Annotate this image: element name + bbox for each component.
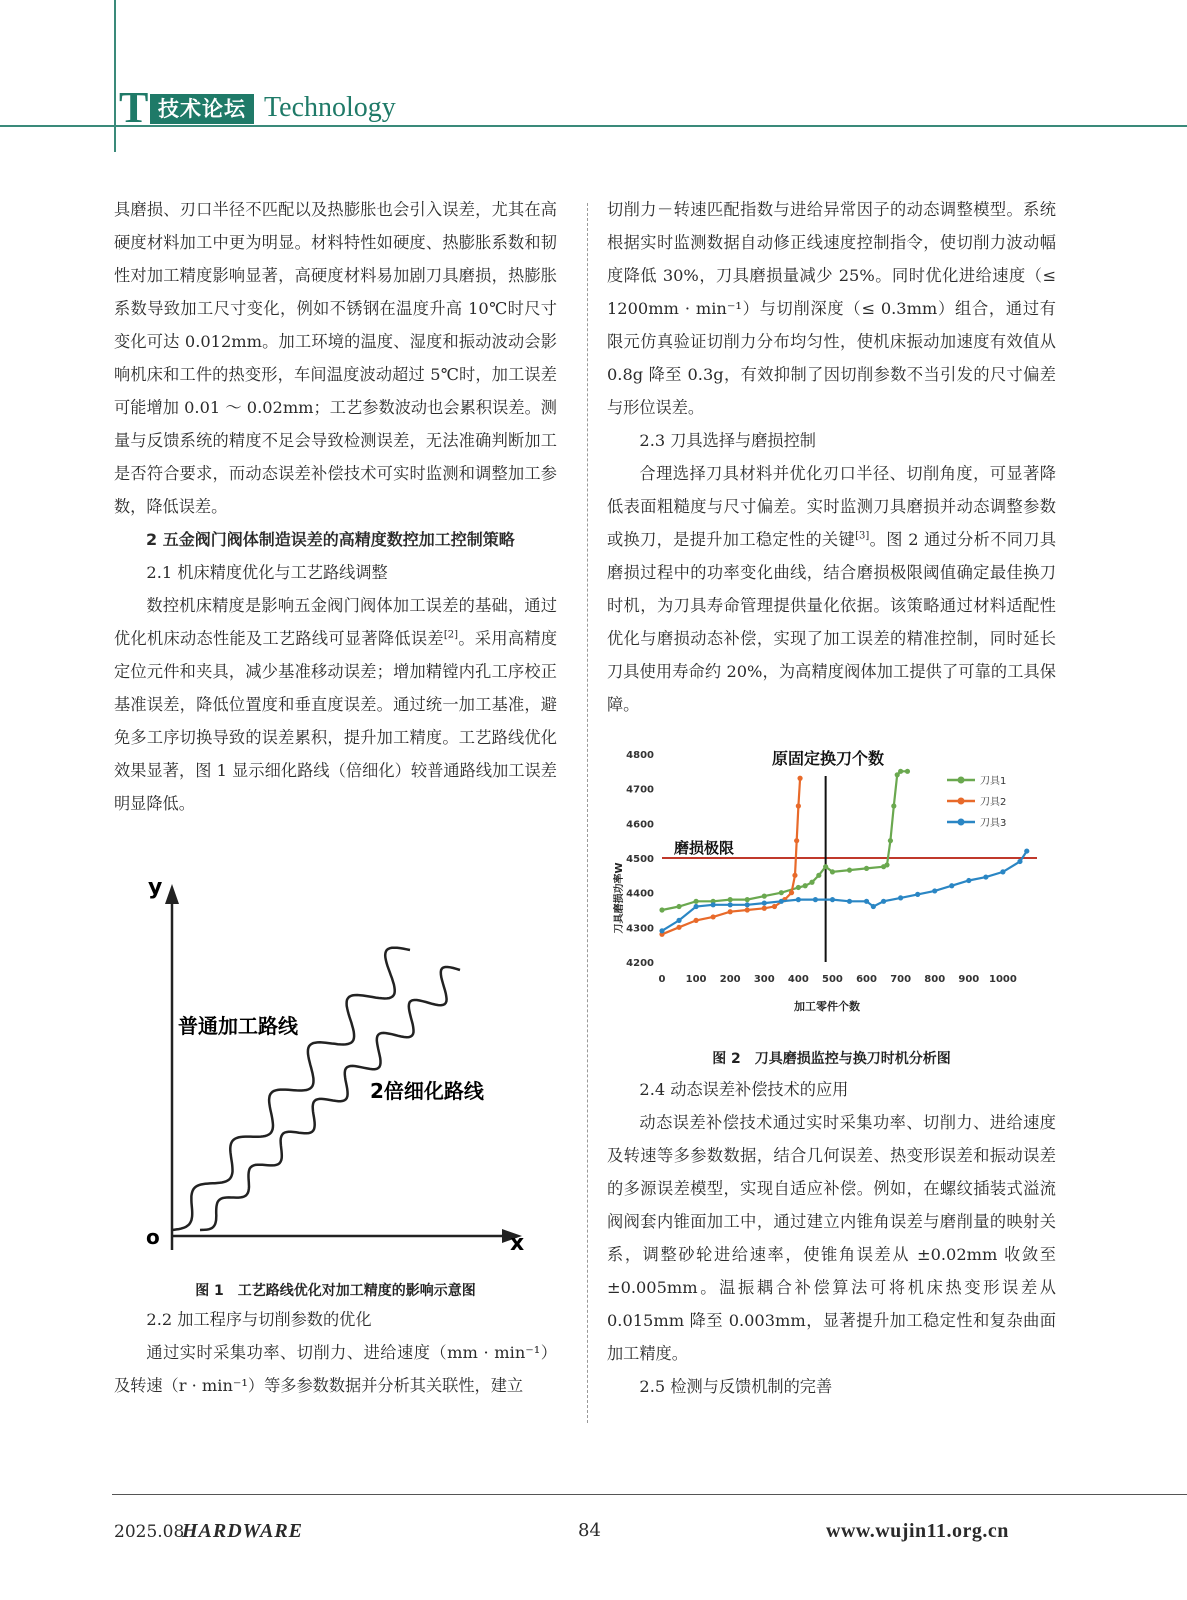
x-axis-title: 加工零件个数 bbox=[794, 1000, 860, 1013]
data-point bbox=[871, 904, 876, 909]
figure-2-caption: 图 2 刀具磨损监控与换刀时机分析图 bbox=[712, 1051, 951, 1067]
footer-page-number: 84 bbox=[578, 1520, 601, 1541]
right-column-top bbox=[607, 193, 1056, 721]
data-point bbox=[898, 895, 903, 900]
data-point bbox=[745, 897, 750, 902]
figure-2-chart bbox=[607, 748, 1057, 1038]
x-tick-label: 900 bbox=[958, 974, 980, 985]
header-section-cn: 技术论坛 bbox=[150, 94, 254, 124]
figure-1 bbox=[130, 870, 550, 1270]
paragraph: 动态误差补偿技术通过实时采集功率、切削力、进给速度及转速等多参数数据，结合几何误差、热变形误差和振动误差的多源误差模型，实现自适应补偿。例如，在螺纹插装式溢流阀阀套内锥面加工中，通过建立内锥角误差与磨削量的映射关系，调整砂轮进给速率，使锥角误差从 ±0.02mm 收敛至 ±0.005mm。温振耦合补偿算法可将机床热变形误差从 0.015mm 降至 0.003mm，显著提升加工稳定性和复杂曲面加工精度。 bbox=[607, 1113, 1056, 1363]
x-tick-label: 1000 bbox=[988, 974, 1017, 985]
data-point bbox=[796, 803, 801, 808]
citation-ref: [2] bbox=[443, 629, 459, 641]
subsection-heading: 2.5 检测与反馈机制的完善 bbox=[639, 1377, 833, 1396]
data-point bbox=[932, 888, 937, 893]
x-tick-label: 500 bbox=[822, 974, 843, 985]
data-point bbox=[881, 899, 886, 904]
wear-limit-label: 磨损极限 bbox=[674, 839, 735, 857]
footer-date: 2025.08 bbox=[114, 1522, 185, 1542]
data-point bbox=[816, 873, 821, 878]
data-point bbox=[803, 883, 808, 888]
subsection-heading: 2.1 机床精度优化与工艺路线调整 bbox=[146, 563, 388, 582]
data-point bbox=[915, 892, 920, 897]
subsection-heading: 2.3 刀具选择与磨损控制 bbox=[639, 431, 816, 450]
x-axis-label: x bbox=[510, 1231, 525, 1256]
y-tick-label: 4500 bbox=[626, 854, 654, 865]
data-point bbox=[728, 902, 733, 907]
data-point bbox=[693, 918, 698, 923]
y-tick-label: 4400 bbox=[626, 888, 654, 900]
data-point bbox=[983, 874, 988, 879]
y-tick-label: 4800 bbox=[626, 750, 654, 761]
data-point bbox=[847, 899, 852, 904]
data-point bbox=[830, 897, 835, 902]
paragraph: 数控机床精度是影响五金阀门阀体加工误差的基础，通过优化机床动态性能及工艺路线可显著降低误差[2]。采用高精度定位元件和夹具，减少基准移动误差；增加精镗内孔工序校正基准误差，降低位置度和垂直度误差。通过统一加工基准，避免多工序切换导致的误差累积，提升加工精度。工艺路线优化效果显著，图 1 显示细化路线（倍细化）较普通路线加工误差明显降低。 bbox=[114, 596, 558, 813]
header-section-en: Technology bbox=[264, 92, 396, 123]
data-point bbox=[789, 890, 794, 895]
data-point bbox=[796, 885, 801, 890]
data-point bbox=[728, 909, 733, 914]
data-point bbox=[898, 769, 903, 774]
data-point bbox=[659, 907, 664, 912]
data-point bbox=[1024, 848, 1029, 853]
subsection-heading: 2.4 动态误差补偿技术的应用 bbox=[639, 1080, 849, 1099]
legend-marker bbox=[958, 819, 965, 826]
x-tick-label: 700 bbox=[890, 974, 912, 985]
x-tick-label: 400 bbox=[787, 974, 809, 985]
data-point bbox=[966, 878, 971, 883]
data-point bbox=[864, 899, 869, 904]
right-column-bottom bbox=[607, 1073, 1056, 1403]
data-point bbox=[728, 897, 733, 902]
header-horizontal-rule bbox=[0, 125, 1187, 127]
y-axis-label: y bbox=[148, 875, 163, 900]
data-point bbox=[888, 838, 893, 843]
data-point bbox=[676, 904, 681, 909]
legend-label: 刀具3 bbox=[980, 818, 1007, 829]
data-point bbox=[905, 769, 910, 774]
column-divider bbox=[587, 203, 588, 1423]
data-point bbox=[813, 897, 818, 902]
data-point bbox=[711, 914, 716, 919]
footer-magazine: HARDWARE bbox=[182, 1520, 303, 1542]
y-axis-title: 刀具磨损功率W bbox=[614, 862, 625, 934]
paragraph: 切削力－转速匹配指数与进给异常因子的动态调整模型。系统根据实时监测数据自动修正线速度控制指令，使切削力波动幅度降低 30%，刀具磨损量减少 25%。同时优化进给速度（≤ 1200mm · min⁻¹）与切削深度（≤ 0.3mm）组合，通过有限元仿真验证切削力分布均匀性，使机床振动加速度有效值从 0.8g 降至 0.3g，有效抑制了因切削参数不当引发的尺寸偏差与形位误差。 bbox=[607, 200, 1056, 417]
data-point bbox=[796, 897, 801, 902]
fine-path-label: 2倍细化路线 bbox=[370, 1079, 484, 1103]
data-point bbox=[745, 907, 750, 912]
data-point bbox=[779, 899, 784, 904]
left-column-bottom bbox=[114, 1303, 557, 1402]
y-axis-arrow bbox=[165, 884, 179, 904]
data-point bbox=[823, 864, 828, 869]
y-tick-label: 4700 bbox=[626, 784, 654, 796]
x-tick-label: 0 bbox=[658, 974, 666, 985]
legend-marker bbox=[958, 798, 965, 805]
x-tick-label: 200 bbox=[719, 974, 741, 985]
data-point bbox=[809, 880, 814, 885]
left-column-top bbox=[114, 193, 557, 820]
data-point bbox=[1000, 869, 1005, 874]
data-point bbox=[659, 928, 664, 933]
data-point bbox=[772, 904, 777, 909]
data-point bbox=[864, 866, 869, 871]
origin-label: o bbox=[146, 1225, 160, 1249]
x-tick-label: 100 bbox=[685, 974, 707, 985]
data-point bbox=[676, 925, 681, 930]
header-letter-logo: T bbox=[119, 83, 149, 132]
data-point bbox=[711, 902, 716, 907]
data-point bbox=[794, 838, 799, 843]
citation-ref: [3] bbox=[855, 530, 870, 542]
x-tick-label: 300 bbox=[753, 974, 775, 985]
data-point bbox=[779, 890, 784, 895]
header-vertical-rule bbox=[114, 0, 116, 152]
footer-rule bbox=[112, 1494, 1187, 1495]
data-point bbox=[797, 776, 802, 781]
y-tick-label: 4200 bbox=[626, 958, 654, 969]
data-point bbox=[762, 906, 767, 911]
data-point bbox=[676, 918, 681, 923]
legend-label: 刀具2 bbox=[980, 797, 1007, 808]
figure-1-caption: 图 1 工艺路线优化对加工精度的影响示意图 bbox=[195, 1283, 476, 1299]
data-point bbox=[792, 873, 797, 878]
data-point bbox=[830, 869, 835, 874]
chart-title: 原固定换刀个数 bbox=[772, 749, 885, 768]
data-point bbox=[762, 900, 767, 905]
data-point bbox=[847, 868, 852, 873]
section-heading: 2 五金阀门阀体制造误差的高精度数控加工控制策略 bbox=[146, 530, 515, 549]
paragraph: 具磨损、刃口半径不匹配以及热膨胀也会引入误差，尤其在高硬度材料加工中更为明显。材料特性如硬度、热膨胀系数和韧性对加工精度影响显著，高硬度材料易加剧刀具磨损，热膨胀系数导致加工尺寸变化，例如不锈钢在温度升高 10℃时尺寸变化可达 0.012mm。加工环境的温度、湿度和振动波动会影响机床和工件的热变形，车间温度波动超过 5℃时，加工误差可能增加 0.01 ～ 0.02mm；工艺参数波动也会累积误差。测量与反馈系统的精度不足会导致检测误差，无法准确判断加工是否符合要求，而动态误差补偿技术可实时监测和调整加工参数，降低误差。 bbox=[114, 200, 557, 516]
legend-marker bbox=[958, 777, 965, 784]
legend-label: 刀具1 bbox=[980, 776, 1007, 787]
data-point bbox=[884, 862, 889, 867]
y-tick-label: 4300 bbox=[626, 923, 654, 935]
subsection-heading: 2.2 加工程序与切削参数的优化 bbox=[146, 1310, 372, 1329]
data-point bbox=[762, 894, 767, 899]
data-point bbox=[745, 902, 750, 907]
data-point bbox=[693, 904, 698, 909]
x-tick-label: 800 bbox=[924, 974, 946, 985]
paragraph: 合理选择刀具材料并优化刃口半径、切削角度，可显著降低表面粗糙度与尺寸偏差。实时监测刀具磨损并动态调整参数或换刀，是提升加工稳定性的关键[3]。图 2 通过分析不同刀具磨损过程中的功率变化曲线，结合磨损极限阈值确定最佳换刀时机，为刀具寿命管理提供量化依据。该策略通过材料适配性优化与磨损动态补偿，实现了加工误差的精准控制，同时延长刀具使用寿命约 20%，为高精度阀体加工提供了可靠的工具保障。 bbox=[607, 464, 1057, 714]
data-point bbox=[693, 899, 698, 904]
data-point bbox=[891, 803, 896, 808]
data-point bbox=[1017, 859, 1022, 864]
footer-url: www.wujin11.org.cn bbox=[826, 1520, 1009, 1542]
normal-path-label: 普通加工路线 bbox=[178, 1014, 298, 1038]
data-point bbox=[949, 883, 954, 888]
paragraph: 通过实时采集功率、切削力、进给速度（mm · min⁻¹）及转速（r · min⁻¹）等多参数数据并分析其关联性，建立 bbox=[114, 1343, 557, 1395]
x-tick-label: 600 bbox=[856, 974, 877, 985]
y-tick-label: 4600 bbox=[626, 819, 654, 831]
series-line-3 bbox=[662, 851, 1027, 931]
